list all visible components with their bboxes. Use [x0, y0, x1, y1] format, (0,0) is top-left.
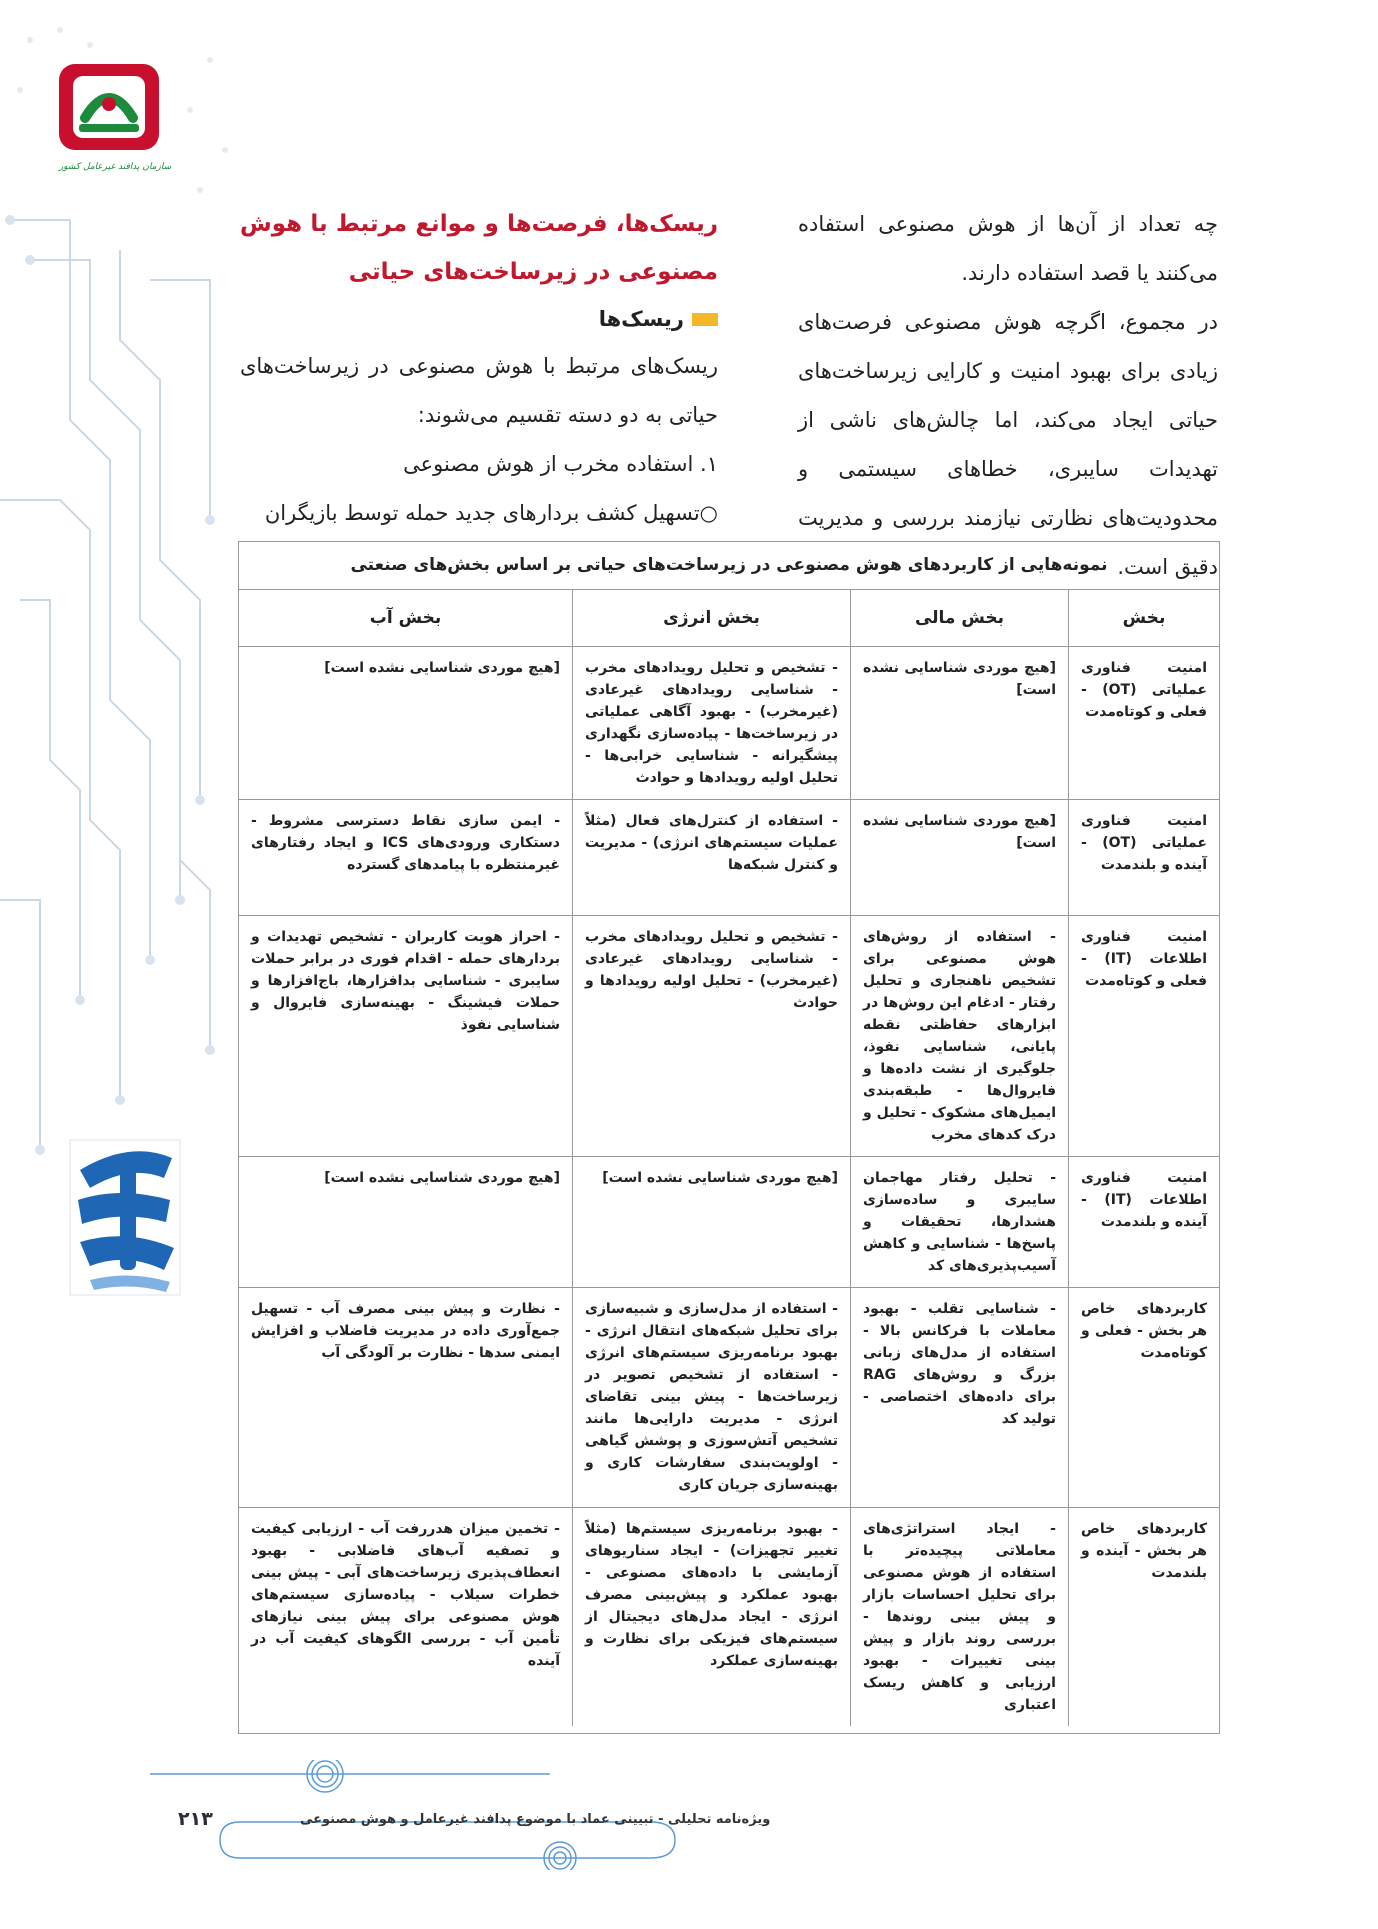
- table-header-row: [239, 590, 1219, 647]
- cell-energy: [هیچ موردی شناسایی نشده است]: [573, 1157, 851, 1288]
- cell-finance: - ایجاد استراتژی‌های معاملاتی پیچیده‌تر با استفاده از هوش مصنوعی برای تحلیل احساسات بازار و پیش بینی روندها - بررسی روند بازار و پیش بینی تغییرات - بهبود ارزیابی و کاهش ریسک اعتباری: [851, 1508, 1069, 1727]
- cell-sector: امنیت فناوری عملیاتی (OT) - فعلی و کوتاه‌مدت: [1069, 647, 1220, 800]
- bullet-square-icon: [692, 313, 718, 326]
- table-row: [239, 647, 1219, 800]
- intro-paragraph: ریسک‌های مرتبط با هوش مصنوعی در زیرساخت‌های حیاتی به دو دسته تقسیم می‌شوند:: [240, 354, 718, 427]
- cell-sector: کاربردهای خاص هر بخش - آینده و بلندمدت: [1069, 1508, 1220, 1727]
- header-energy: بخش انرژی: [573, 590, 851, 647]
- paragraph: چه تعداد از آن‌ها از هوش مصنوعی استفاده می‌کنند یا قصد استفاده دارند.: [798, 212, 1218, 285]
- subheading-label: ریسک‌ها: [598, 307, 684, 331]
- paragraph: در مجموع، اگرچه هوش مصنوعی فرصت‌های زیادی برای بهبود امنیت و کارایی زیرساخت‌های حیاتی ایجاد می‌کند، اما چالش‌های ناشی از تهدیدات سایبری، خطاهای سیستمی و محدودیت‌های نظارتی نیازمند بررسی و مدیریت دقیق است.: [798, 310, 1218, 579]
- organization-logo: [55, 58, 175, 188]
- subheading: [240, 296, 718, 342]
- applications-table: [238, 541, 1220, 1734]
- cell-water: [هیچ موردی شناسایی نشده است]: [239, 647, 573, 800]
- cell-finance: - تحلیل رفتار مهاجمان سایبری و ساده‌سازی هشدارها، تحقیقات و پاسخ‌ها - شناسایی و کاهش آسیب‌پذیری‌های کد: [851, 1157, 1069, 1288]
- cell-sector: کاربردهای خاص هر بخش - فعلی و کوتاه‌مدت: [1069, 1288, 1220, 1508]
- cell-finance: [هیچ موردی شناسایی نشده است]: [851, 800, 1069, 916]
- emad-logo-icon: [60, 1130, 190, 1305]
- cell-energy: - استفاده از کنترل‌های فعال (مثلاً عملیات سیستم‌های انرژی) - مدیریت و کنترل شبکه‌ها: [573, 800, 851, 916]
- cell-sector: امنیت فناوری عملیاتی (OT) - آینده و بلندمدت: [1069, 800, 1220, 916]
- cell-water: - تخمین میزان هدررفت آب - ارزیابی کیفیت و تصفیه آب‌های فاضلابی - بهبود انعطاف‌پذیری زیرساخت‌های آبی - پیش بینی خطرات سیلاب - پیاده‌سازی سیستم‌های هوش مصنوعی برای پیش بینی نیازهای تأمین آب - بررسی الگوهای کیفیت آب در آینده: [251, 1521, 560, 1669]
- cell-water: - ایمن سازی نقاط دسترسی مشروط - دستکاری ورودی‌های ICS و ایجاد رفتارهای غیرمنتظره با پیامدهای گسترده: [239, 800, 573, 916]
- list-item: ○تسهیل کشف بردارهای جدید حمله توسط بازیگران: [264, 501, 718, 525]
- emblem-icon: [55, 58, 175, 158]
- cell-energy: - تشخیص و تحلیل رویدادهای مخرب - شناسایی رویدادهای غیرعادی (غیرمخرب) - تحلیل اولیه رویدادها و حوادث: [573, 916, 851, 1157]
- cell-sector: امنیت فناوری اطلاعات (IT) - آینده و بلندمدت: [1069, 1157, 1220, 1288]
- table-row: [239, 1157, 1219, 1288]
- table-row: [239, 1288, 1219, 1508]
- list-item: ۱. استفاده مخرب از هوش مصنوعی: [403, 452, 718, 476]
- right-text-column: [798, 200, 1218, 592]
- header-sector: بخش: [1069, 590, 1220, 647]
- table-title: نمونه‌هایی از کاربردهای هوش مصنوعی در زیرساخت‌های حیاتی بر اساس بخش‌های صنعتی: [239, 542, 1219, 590]
- cell-finance: - استفاده از روش‌های هوش مصنوعی برای تشخیص ناهنجاری و تحلیل رفتار - ادغام این روش‌ها در ابزارهای حفاظتی نقطه پایانی، شناسایی نفوذ، جلوگیری از نشت داده‌ها و فایروال‌ها - طبقه‌بندی ایمیل‌های مشکوک - تحلیل و درک کدهای مخرب: [851, 916, 1069, 1157]
- table-grid: [239, 590, 1219, 1726]
- cell-water: [هیچ موردی شناسایی نشده است]: [239, 1157, 573, 1288]
- cell-energy: - بهبود برنامه‌ریزی سیستم‌ها (مثلاً تغییر تجهیزات) - ایجاد سناریوهای آزمایشی با داده‌های مصنوعی - بهبود عملکرد و پیش‌بینی مصرف انرژی - ایجاد مدل‌های دیجیتال از سیستم‌های فیزیکی برای نظارت و بهینه‌سازی عملکرد: [573, 1508, 851, 1727]
- footer-caption: ویژه‌نامه تحلیلی - تبیینی عماد با موضوع پدافند غیرعامل و هوش مصنوعی: [300, 1812, 771, 1827]
- cell-water: - نظارت و پیش بینی مصرف آب - تسهیل جمع‌آوری داده در مدیریت فاضلاب و افزایش ایمنی سدها - نظارت بر آلودگی آب: [239, 1288, 573, 1508]
- table-row: [239, 916, 1219, 1157]
- cell-sector: امنیت فناوری اطلاعات (IT) - فعلی و کوتاه‌مدت: [1069, 916, 1220, 1157]
- table-row: [239, 800, 1219, 916]
- cell-finance: [هیچ موردی شناسایی نشده است]: [851, 647, 1069, 800]
- left-text-column: [240, 200, 718, 538]
- section-heading: ریسک‌ها، فرصت‌ها و موانع مرتبط با هوش مصنوعی در زیرساخت‌های حیاتی: [240, 211, 718, 285]
- cell-finance: - شناسایی تقلب - بهبود معاملات با فرکانس بالا - استفاده از مدل‌های زبانی بزرگ و روش‌های RAG برای داده‌های اختصاصی - تولید کد: [851, 1288, 1069, 1508]
- header-finance: بخش مالی: [851, 590, 1069, 647]
- cell-water: - احراز هویت کاربران - تشخیص تهدیدات و بردارهای حمله - اقدام فوری در برابر حملات سایبری - شناسایی بدافزارها، باج‌افزارها و حملات فیشینگ - بهینه‌سازی فایروال و شناسایی نفوذ: [239, 916, 573, 1157]
- cell-energy: - تشخیص و تحلیل رویدادهای مخرب - شناسایی رویدادهای غیرعادی (غیرمخرب) - بهبود آگاهی عملیاتی در زیرساخت‌ها - پیاده‌سازی نگهداری پیشگیرانه - شناسایی خرابی‌ها - تحلیل اولیه رویدادها و حوادث: [573, 647, 851, 800]
- header-water: بخش آب: [239, 590, 573, 647]
- organization-caption: سازمان پدافند غیرعامل کشور: [58, 162, 172, 172]
- page-number: ۲۱۳: [178, 1808, 213, 1830]
- cell-energy: - استفاده از مدل‌سازی و شبیه‌سازی برای تحلیل شبکه‌های انتقال انرژی - بهبود برنامه‌ریزی سیستم‌های انرژی - استفاده از تشخیص تصویر در زیرساخت‌ها - پیش بینی تقاضای انرژی - مدیریت دارایی‌ها مانند تشخیص آتش‌سوزی و پوشش گیاهی - اولویت‌بندی سفارشات کاری و بهینه‌سازی جریان کاری: [573, 1288, 851, 1508]
- table-row: [239, 1508, 1219, 1727]
